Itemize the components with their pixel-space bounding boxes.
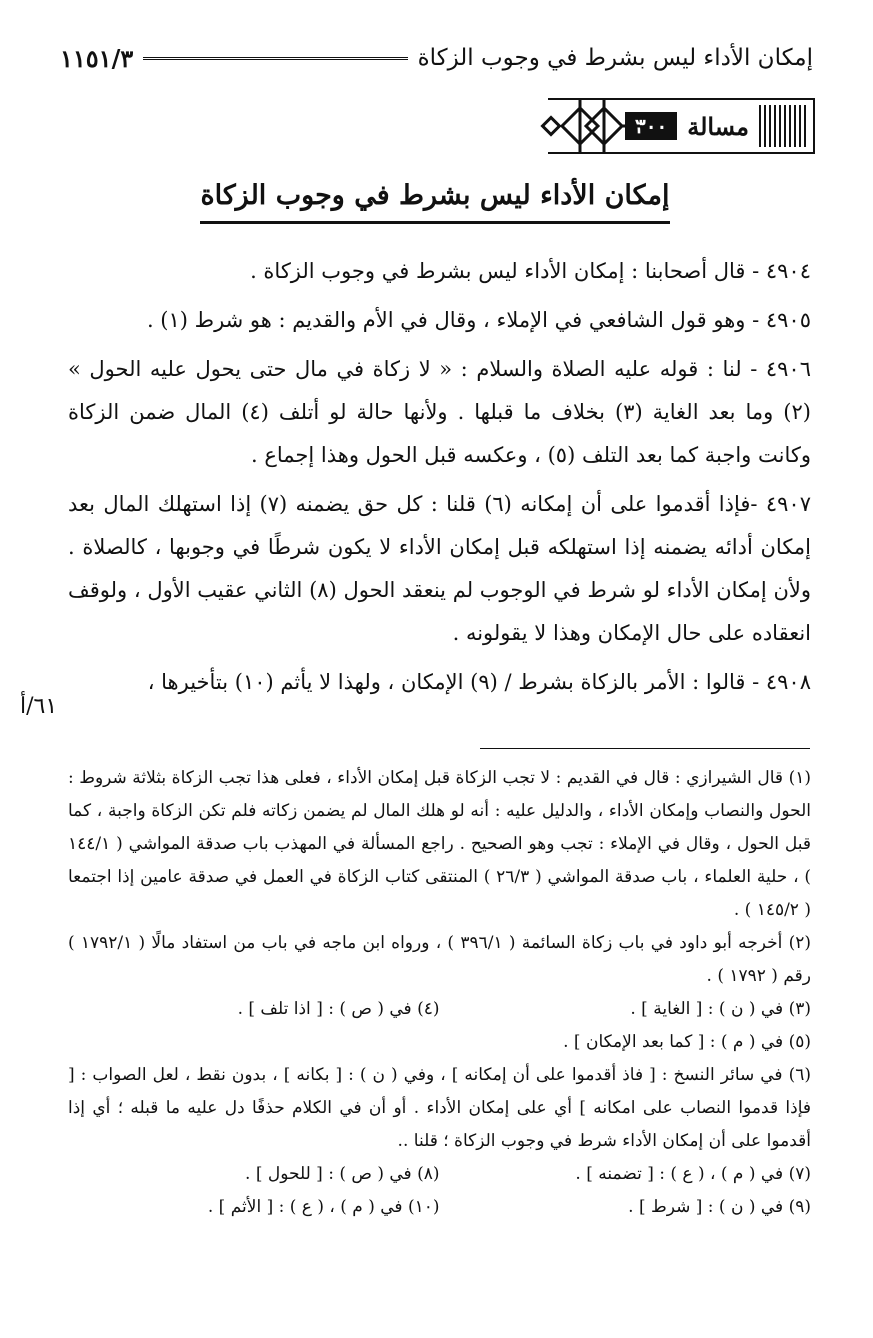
paragraph-4907: ٤٩٠٧ -فإذا أقدموا على أن إمكانه (٦) قلنا : كل حق يضمنه (٧) إذا استهلك المال بعد إمكان أدائه يضمنه إذا استهلكه قبل إمكان الأداء لا يكون شرطًا في وجوبها ، كالصلاة . ولأن إمكان الأداء لو شرط في الوجوب لم ينعقد الحول (٨) الثاني عقيب الأول ، ولوقف انعقاده على حال الإمكان وهذا لا يقولونه .	[68, 492, 811, 645]
page-reference: ١١٥١/٣	[60, 43, 134, 73]
masala-label: مسالة	[687, 111, 749, 141]
manuscript-folio-note: ٦١/أ	[20, 694, 58, 719]
footnote-5: (٥) في ( م ) : [ كما بعد الإمكان ] .	[563, 1032, 811, 1052]
footnote-2: (٢) أخرجه أبو داود في باب زكاة السائمة ( ٣٩٦/١ ) ، ورواه ابن ماجه في باب من استفاد مالًا ( ١٧٩٢/١ ) رقم ( ١٧٩٢ ) .	[68, 933, 811, 986]
paragraph-4904: ٤٩٠٤ - قال أصحابنا : إمكان الأداء ليس بشرط في وجوب الزكاة .	[250, 259, 811, 283]
running-title: إمكان الأداء ليس بشرط في وجوب الزكاة	[417, 45, 813, 71]
running-header	[60, 38, 813, 78]
footnote-9: (٩) في ( ن ) : [ شرط ] .	[628, 1197, 811, 1217]
main-text	[68, 250, 811, 710]
footnote-3: (٣) في ( ن ) : [ الغاية ] .	[630, 999, 811, 1019]
masala-number: ٣٠٠	[625, 112, 677, 140]
chapter-title: إمكان الأداء ليس بشرط في وجوب الزكاة	[200, 180, 670, 224]
footnote-10: (١٠) في ( م ) ، ( ع ) : [ الأثم ] .	[207, 1197, 440, 1217]
footnote-row	[68, 1191, 811, 1224]
footnote-4: (٤) في ( ص ) : [ اذا تلف ] .	[237, 999, 440, 1019]
knot-ornament-icon	[540, 94, 640, 158]
paragraph-4906: ٤٩٠٦ - لنا : قوله عليه الصلاة والسلام : « لا زكاة في مال حتى يحول عليه الحول » (٢) وما بعد الغاية (٣) بخلاف ما قبلها . ولأنها حالة لو أتلف (٤) المال ضمن الزكاة وكانت واجبة كما بعد التلف (٥) ، وعكسه قبل الحول وهذا إجماع .	[68, 357, 811, 467]
header-rule	[143, 57, 407, 60]
footnote-6: (٦) في سائر النسخ : [ فاذ أقدموا على أن إمكانه ] ، وفي ( ن ) : [ بكانه ] ، بدون نقط ، لعل الصواب : [ فإذا قدموا النصاب على امكانه ] أي على إمكان الأداء . أو أن في الكلام حذفًا دل عليه ما قبله ؛ أي إذا أقدموا على أن إمكان الأداء شرط في وجوب الزكاة ؛ قلنا ..	[68, 1065, 811, 1151]
footnote-8: (٨) في ( ص ) : [ للحول ] .	[245, 1164, 440, 1184]
footnote-7: (٧) في ( م ) ، ( ع ) : [ تضمنه ] .	[575, 1164, 811, 1184]
footnote-row	[68, 993, 811, 1026]
footnote-separator	[480, 748, 810, 749]
paragraph-4905: ٤٩٠٥ - وهو قول الشافعي في الإملاء ، وقال في الأم والقديم : هو شرط (١) .	[146, 308, 811, 332]
footnote-1: (١) قال الشيرازي : قال في القديم : لا تجب الزكاة قبل إمكان الأداء ، فعلى هذا تجب الزكاة بثلاثة شروط : الحول والنصاب وإمكان الأداء ، والدليل عليه : أنه لو هلك المال لم يضمن زكاته فلم تكن الزكاة واجبة ، كما قبل الحول ، وقال في الإملاء : تجب وهو الصحيح . راجع المسألة في المهذب باب صدقة المواشي ( ١٤٤/١ ) ، حلية العلماء ، باب صدقة المواشي ( ٢٦/٣ ) المنتقى كتاب الزكاة في العمل في صدقة عامين إذا اجتمعا ( ١٤٥/٢ ) .	[68, 768, 811, 920]
footnote-row	[68, 1158, 811, 1191]
paragraph-4908: ٤٩٠٨ - قالوا : الأمر بالزكاة بشرط / (٩) الإمكان ، ولهذا لا يأثم (١٠) بتأخيرها ،	[147, 670, 811, 694]
footnotes	[68, 762, 811, 1224]
stripes-ornament	[759, 105, 809, 147]
